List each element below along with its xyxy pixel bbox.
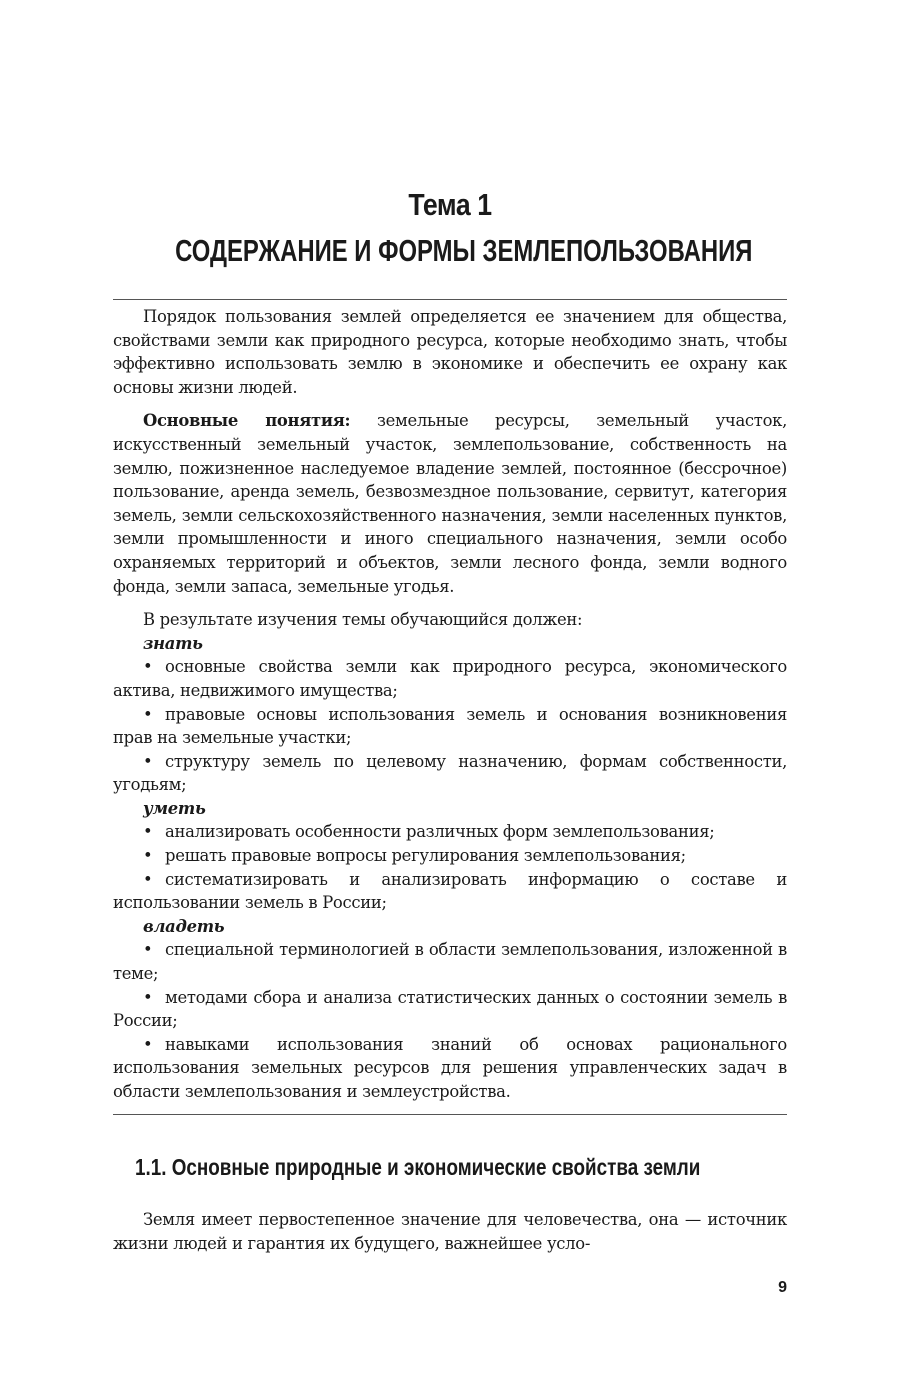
know-item	[113, 703, 787, 750]
know-item-text: структуру земель по целевому назначению, формам собственности, угодьям;	[113, 751, 787, 795]
master-item-text: методами сбора и анализа статистических данных о состоянии земель в России;	[113, 987, 787, 1031]
theme-number: Тема 1	[408, 187, 492, 222]
page	[113, 0, 787, 1382]
top-divider	[113, 299, 787, 300]
bullet-icon: •	[143, 987, 153, 1007]
able-item	[113, 868, 787, 915]
master-item-text: навыками использования знаний об основах рационального использования земельных ресурсов для решения управленческих задач в области землепользования и землеустройства.	[113, 1034, 787, 1101]
bullet-icon: •	[143, 751, 153, 771]
know-label: знать	[143, 633, 203, 653]
master-item-text: специальной терминологией в области землепользования, изложенной в теме;	[113, 940, 787, 984]
bullet-icon: •	[143, 704, 153, 724]
bullet-icon: •	[143, 657, 153, 677]
results-lead: В результате изучения темы обучающийся должен:	[143, 610, 583, 630]
bullet-icon: •	[143, 822, 153, 842]
know-item	[113, 750, 787, 797]
concepts-label: Основные понятия:	[143, 411, 351, 431]
intro-block	[113, 305, 787, 1104]
intro-paragraph: Порядок пользования землей определяется ее значением для общества, свойствами земли как природного ресурса, которые необходимо знать, чтобы эффективно использовать землю в экономике и обеспечить ее охрану как основы жизни людей.	[113, 307, 787, 397]
able-item-text: систематизировать и анализировать информацию о составе и использовании земель в России;	[113, 869, 787, 913]
section-heading: 1.1. Основные природные и экономические свойства земли	[135, 1154, 701, 1180]
bullet-icon: •	[143, 869, 153, 889]
section-paragraph: Земля имеет первостепенное значение для человечества, она — источник жизни людей и гарантия их будущего, важнейшее усло-	[113, 1210, 787, 1253]
section-body	[113, 1208, 787, 1255]
page-number: 9	[778, 1279, 787, 1296]
know-item	[113, 655, 787, 702]
bullet-icon: •	[143, 940, 153, 960]
able-item	[113, 820, 787, 844]
concepts-paragraph	[113, 409, 787, 598]
concepts-text: земельные ресурсы, земельный участок, искусственный земельный участок, землепользование, собственность на землю, пожизненное наследуемое владение землей, постоянное (бессрочное) пользование, аренда земель, безвозмездное пользование, сервитут, категория земель, земли сельскохозяйственного назначения, земли населенных пунктов, земли промышленности и иного специального назначения, земли особо охраняемых территорий и объектов, земли лесного фонда, земли водного фонда, земли запаса, земельные угодья.	[113, 411, 787, 596]
bottom-divider	[113, 1114, 787, 1115]
master-item	[113, 1033, 787, 1104]
know-item-text: основные свойства земли как природного ресурса, экономического актива, недвижимого имущества;	[113, 657, 787, 700]
able-item	[113, 844, 787, 868]
bullet-icon: •	[143, 846, 153, 866]
theme-title: СОДЕРЖАНИЕ И ФОРМЫ ЗЕМЛЕПОЛЬЗОВАНИЯ	[175, 233, 753, 268]
able-item-text: анализировать особенности различных форм землепользования;	[165, 822, 715, 842]
master-item	[113, 986, 787, 1033]
master-item	[113, 938, 787, 985]
able-item-text: решать правовые вопросы регулирования землепользования;	[165, 846, 686, 866]
master-label: владеть	[143, 916, 225, 936]
know-item-text: правовые основы использования земель и основания возникновения прав на земельные участки;	[113, 704, 787, 748]
bullet-icon: •	[143, 1034, 153, 1054]
able-label: уметь	[143, 798, 206, 818]
